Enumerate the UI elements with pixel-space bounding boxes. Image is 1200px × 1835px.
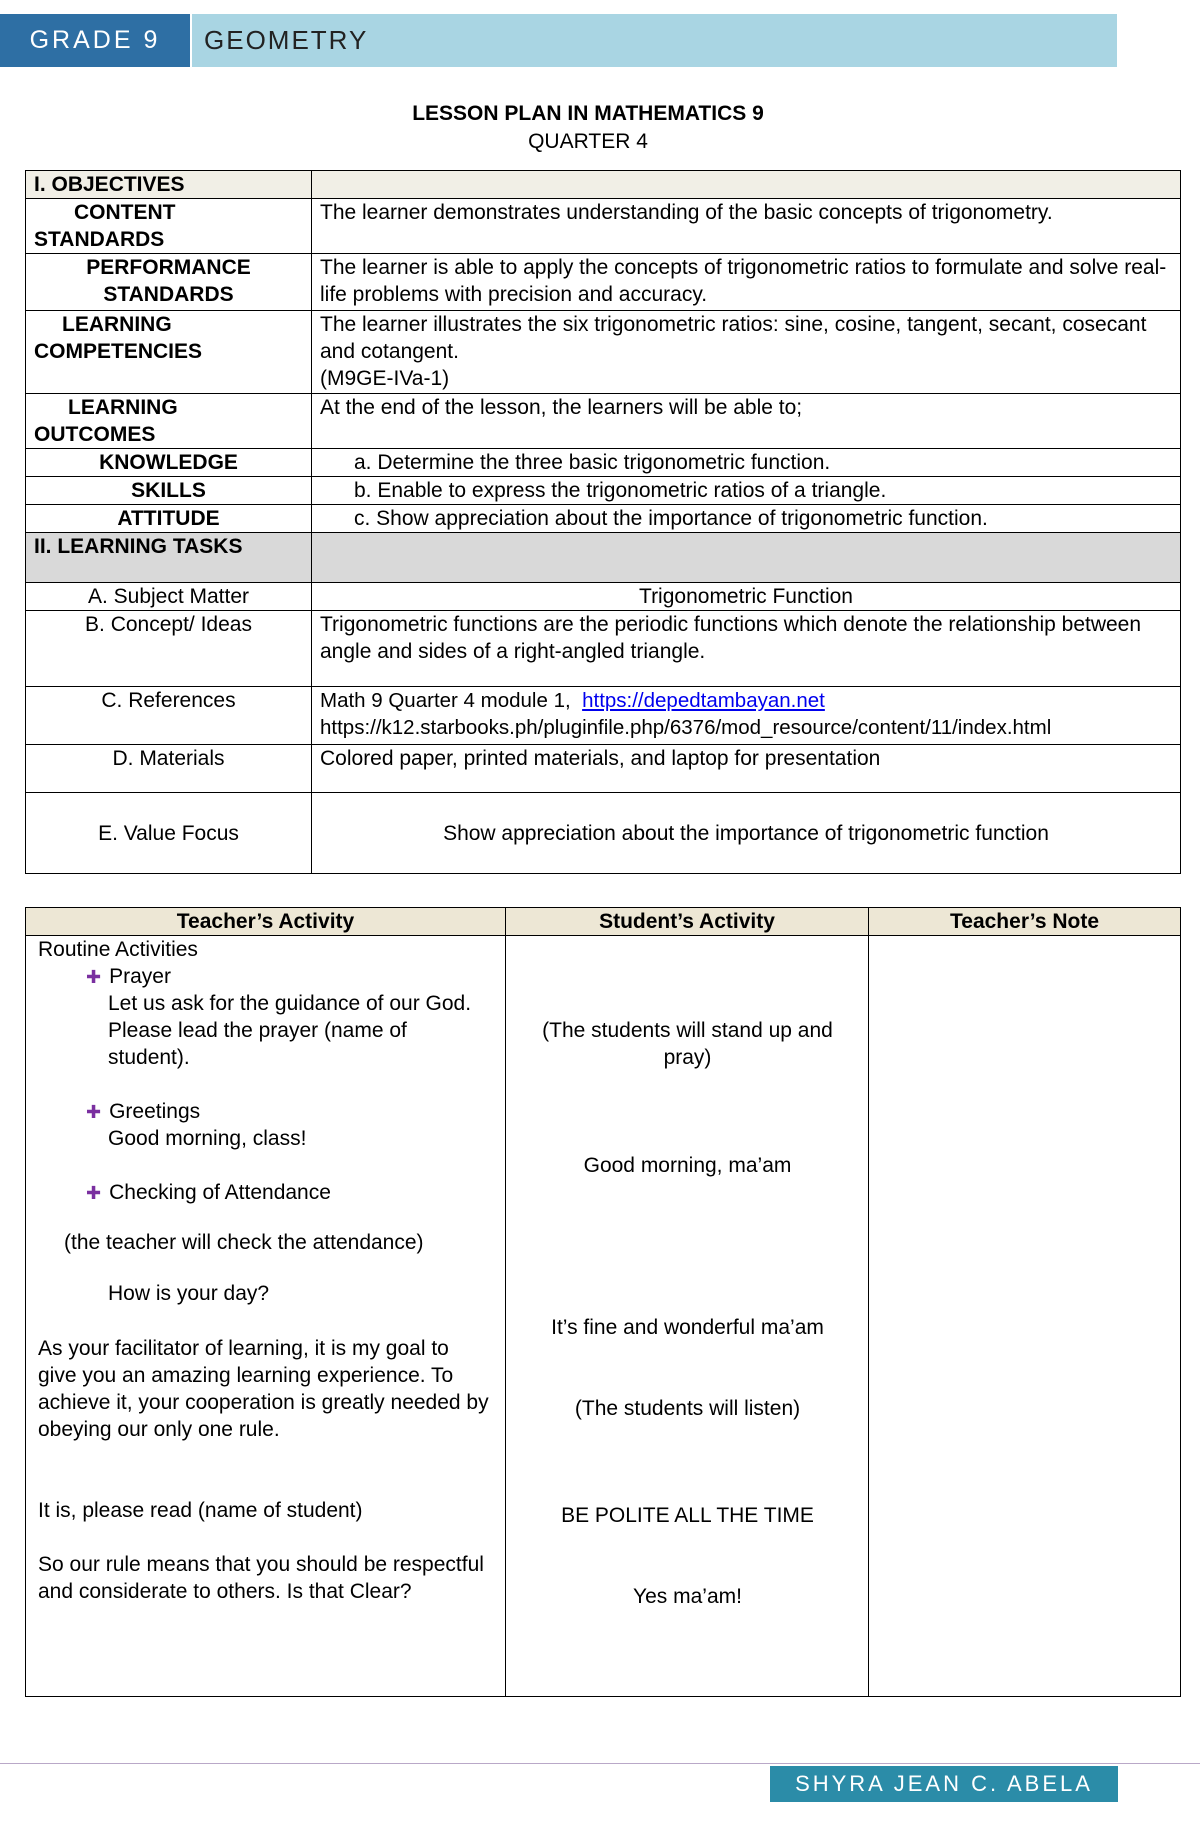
knowledge-row: [26, 449, 1181, 477]
subject-matter-text: Trigonometric Function: [312, 583, 1181, 611]
topic-banner: GEOMETRY: [192, 14, 1117, 67]
arrow-bullet-icon: ✚: [86, 1102, 102, 1122]
concept-text: Trigonometric functions are the periodic functions which denote the relationship between angle and sides of a right-angled triangle.: [312, 611, 1181, 687]
objectives-heading: I. OBJECTIVES: [26, 171, 312, 199]
materials-row: [26, 745, 1181, 793]
references-text: Math 9 Quarter 4 module 1,: [320, 689, 571, 712]
skills-label: SKILLS: [26, 477, 312, 505]
materials-text: Colored paper, printed materials, and laptop for presentation: [312, 745, 1181, 793]
value-focus-label: E. Value Focus: [26, 793, 312, 874]
subject-matter-row: [26, 583, 1181, 611]
learning-tasks-heading-row: [26, 533, 1181, 583]
activity-header-row: [26, 908, 1181, 936]
performance-standards-label: PERFORMANCE STANDARDS: [26, 254, 312, 311]
knowledge-label: KNOWLEDGE: [26, 449, 312, 477]
references-cell: [312, 687, 1181, 745]
concept-row: [26, 611, 1181, 687]
learning-competencies-row: [26, 311, 1181, 394]
concept-label: B. Concept/ Ideas: [26, 611, 312, 687]
subject-matter-label: A. Subject Matter: [26, 583, 312, 611]
student-polite: BE POLITE ALL THE TIME: [561, 1504, 814, 1527]
attendance-item: ✚ Checking of Attendance: [86, 1181, 331, 1204]
document-title: LESSON PLAN IN MATHEMATICS 9: [412, 102, 764, 125]
attitude-label: ATTITUDE: [26, 505, 312, 533]
student-pray: (The students will stand up and pray): [542, 1019, 833, 1069]
teacher-activity-header: Teacher’s Activity: [26, 908, 506, 936]
knowledge-text: a. Determine the three basic trigonometric function.: [312, 449, 1181, 477]
activity-table: [25, 907, 1181, 1697]
teacher-note-header: Teacher’s Note: [869, 908, 1181, 936]
quarter-label: QUARTER 4: [528, 130, 648, 153]
activity-body-row: [26, 936, 1181, 1697]
prayer-item: ✚ Prayer: [86, 965, 171, 988]
objectives-heading-row: [26, 171, 1181, 199]
performance-standards-row: [26, 254, 1181, 311]
learning-competencies-text: The learner illustrates the six trigonometric ratios: sine, cosine, tangent, secant, cosecant and cotangent.: [320, 313, 1147, 363]
content-standards-text: The learner demonstrates understanding of the basic concepts of trigonometry.: [312, 199, 1181, 254]
attitude-text: c. Show appreciation about the importance of trigonometric function.: [312, 505, 1181, 533]
starbooks-reference: https://k12.starbooks.ph/pluginfile.php/6376/mod_resource/content/11/index.html: [320, 716, 1052, 739]
learning-competencies-label: LEARNING COMPETENCIES: [26, 311, 312, 394]
skills-row: [26, 477, 1181, 505]
rule-meaning-text: So our rule means that you should be respectful and considerate to others. Is that Clear?: [38, 1553, 484, 1603]
read-rule-text: It is, please read (name of student): [38, 1499, 363, 1522]
facilitator-text: As your facilitator of learning, it is my goal to give you an amazing learning experience. To achieve it, your cooperation is greatly needed by obeying our only one rule.: [38, 1337, 489, 1441]
content-standards-row: [26, 199, 1181, 254]
greetings-text: Good morning, class!: [108, 1127, 307, 1150]
learning-outcomes-row: [26, 394, 1181, 449]
greetings-item: ✚ Greetings: [86, 1100, 201, 1123]
learning-tasks-heading: II. LEARNING TASKS: [26, 533, 312, 583]
references-label: C. References: [26, 687, 312, 745]
how-question: How is your day?: [108, 1282, 270, 1305]
references-row: [26, 687, 1181, 745]
student-activity-cell: [506, 936, 869, 1697]
content-standards-label: CONTENT STANDARDS: [26, 199, 312, 254]
footer-divider: [0, 1763, 1200, 1764]
arrow-bullet-icon: ✚: [86, 1183, 102, 1203]
materials-label: D. Materials: [26, 745, 312, 793]
learning-outcomes-label: LEARNING OUTCOMES: [26, 394, 312, 449]
value-focus-text: Show appreciation about the importance of trigonometric function: [312, 793, 1181, 874]
prayer-text: Let us ask for the guidance of our God. Please lead the prayer (name of student).: [108, 992, 472, 1069]
student-fine: It’s fine and wonderful ma’am: [551, 1316, 824, 1339]
arrow-bullet-icon: ✚: [86, 967, 102, 987]
author-name: SHYRA JEAN C. ABELA: [770, 1766, 1118, 1802]
learning-outcomes-text: At the end of the lesson, the learners will be able to;: [312, 394, 1181, 449]
skills-text: b. Enable to express the trigonometric ratios of a triangle.: [312, 477, 1181, 505]
routine-heading: Routine Activities: [38, 938, 198, 961]
attitude-row: [26, 505, 1181, 533]
student-good-morning: Good morning, ma’am: [583, 1154, 792, 1177]
grade-banner: GRADE 9: [0, 14, 190, 67]
teacher-activity-cell: [26, 936, 506, 1697]
attendance-text: (the teacher will check the attendance): [64, 1231, 424, 1254]
objectives-table: [25, 170, 1181, 874]
performance-standards-text: The learner is able to apply the concepts of trigonometric ratios to formulate and solve real-life problems with precision and accuracy.: [312, 254, 1181, 311]
student-listen: (The students will listen): [574, 1397, 801, 1420]
deped-link[interactable]: https://depedtambayan.net: [582, 689, 825, 712]
teacher-note-cell: [869, 936, 1181, 1697]
student-yes: Yes ma’am!: [633, 1585, 742, 1608]
learning-competencies-code: (M9GE-IVa-1): [320, 367, 450, 390]
learning-competencies-cell: [312, 311, 1181, 394]
student-activity-header: Student’s Activity: [506, 908, 869, 936]
value-focus-row: [26, 793, 1181, 874]
